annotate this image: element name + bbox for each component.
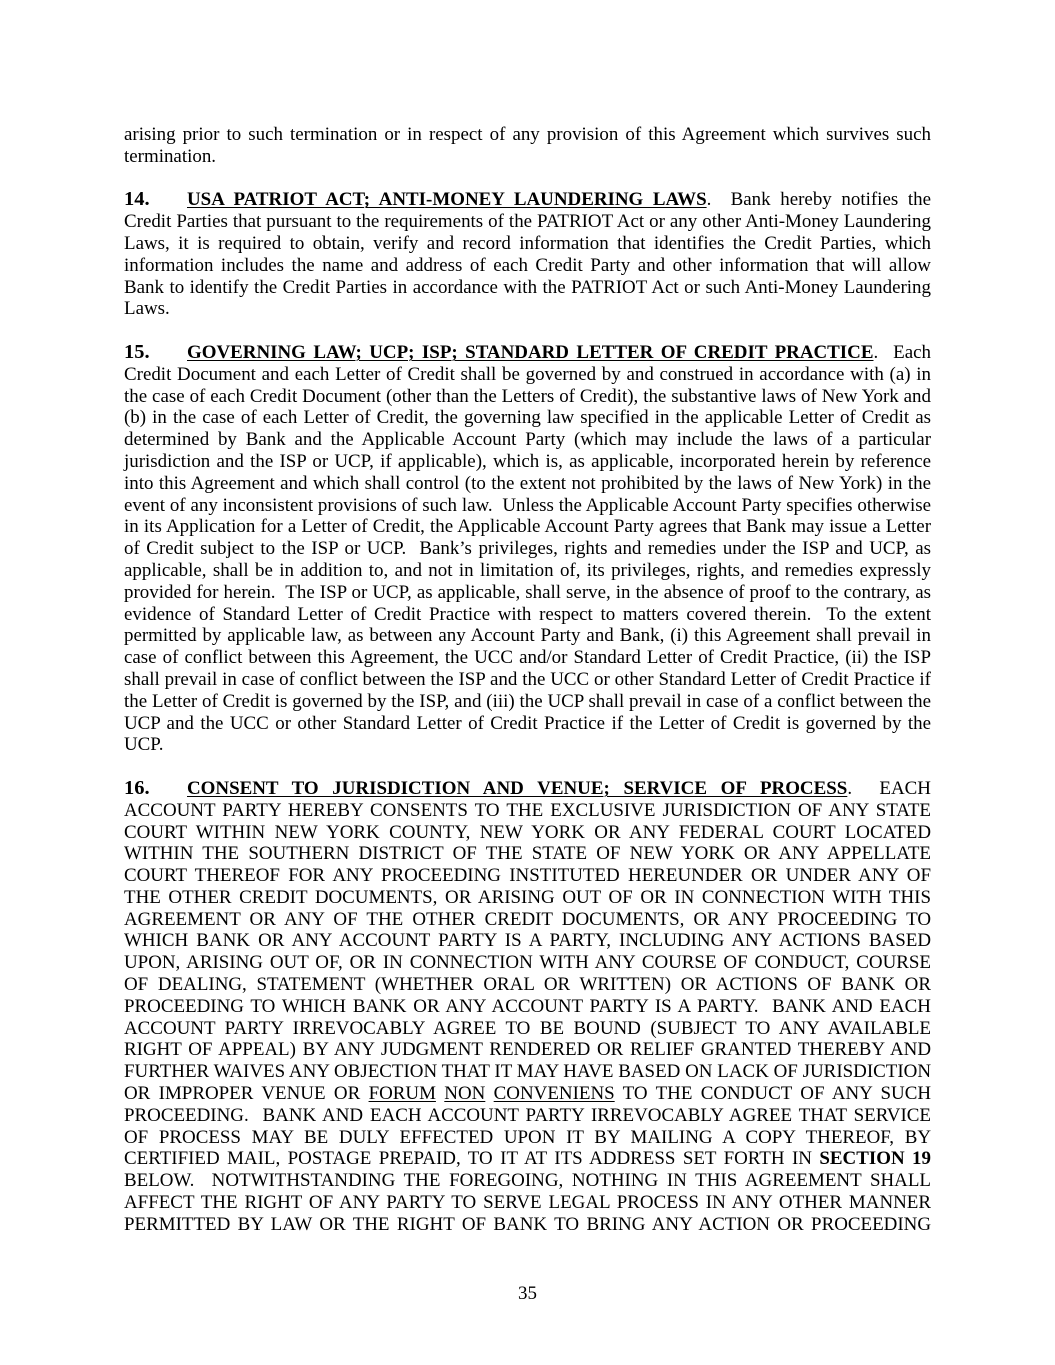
section-text: . Bank hereby notifies the Credit Parties that pursuant to the requirements of the PATRIOT Act or any other Anti-Money Laundering Laws, it is required to obtain, verify and record information that identifies the Credit Parties, which information includes the name and address of each Credit Party and other information that will allow Bank to identify the Credit Parties in accordance with the PATRIOT Act or such Anti-Money Laundering Laws. [124, 189, 936, 320]
section-16-paragraph [124, 776, 936, 1236]
section-text: TO THE CONDUCT OF ANY SUCH PROCEEDING. BANK AND EACH ACCOUNT PARTY IRREVOCABLY AGREE THAT SERVICE OF PROCESS MAY BE DULY EFFECTED UPON IT BY MAILING A COPY THEREOF, BY CERTIFIED MAIL, POSTAGE PREPAID, TO IT AT ITS ADDRESS SET FORTH IN [124, 1083, 936, 1170]
section-heading: GOVERNING LAW; UCP; ISP; STANDARD LETTER OF CREDIT PRACTICE [187, 341, 874, 363]
section-reference: SECTION 19 [819, 1148, 931, 1170]
section-heading: USA PATRIOT ACT; ANTI-MONEY LAUNDERING LAWS [187, 189, 707, 211]
page-number: 35 [518, 1283, 537, 1304]
section-text: BELOW. NOTWITHSTANDING THE FOREGOING, NOTHING IN THIS AGREEMENT SHALL AFFECT THE RIGHT OF ANY PARTY TO SERVE LEGAL PROCESS IN ANY OTHER MANNER PERMITTED BY LAW OR THE RIGHT OF BANK TO BRING ANY ACTION OR PROCEEDING [124, 1148, 936, 1235]
underlined-term-non: NON [444, 1083, 486, 1105]
section-number: 16. [124, 776, 150, 799]
section-text: . EACH ACCOUNT PARTY HEREBY CONSENTS TO THE EXCLUSIVE JURISDICTION OF ANY STATE COURT WITHIN NEW YORK COUNTY, NEW YORK OR ANY FEDERAL COURT LOCATED WITHIN THE SOUTHERN DISTRICT OF THE STATE OF NEW YORK OR ANY APPELLATE COURT THEREOF FOR ANY PROCEEDING INSTITUTED HEREUNDER OR UNDER ANY OF THE OTHER CREDIT DOCUMENTS, OR ARISING OUT OF OR IN CONNECTION WITH THIS AGREEMENT OR ANY OF THE OTHER CREDIT DOCUMENTS, OR ANY PROCEEDING TO WHICH BANK OR ANY ACCOUNT PARTY IS A PARTY, INCLUDING ANY ACTIONS BASED UPON, ARISING OUT OF, OR IN CONNECTION WITH ANY COURSE OF CONDUCT, COURSE OF DEALING, STATEMENT (WHETHER ORAL OR WRITTEN) OR ACTIONS OF BANK OR PROCEEDING TO WHICH BANK OR ANY ACCOUNT PARTY IS A PARTY. BANK AND EACH ACCOUNT PARTY IRREVOCABLY AGREE TO BE BOUND (SUBJECT TO ANY AVAILABLE RIGHT OF APPEAL) BY ANY JUDGMENT RENDERED OR RELIEF GRANTED THEREBY AND FURTHER WAIVES ANY OBJECTION THAT IT MAY HAVE BASED ON LACK OF JURISDICTION OR IMPROPER VENUE OR [124, 777, 936, 1105]
section-15-paragraph [124, 340, 936, 756]
underlined-term-forum: FORUM [368, 1083, 436, 1105]
section-text: . Each Credit Document and each Letter of Credit shall be governed by and construed in accordance with (a) in the case of each Credit Document (other than the Letters of Credit), the substantive laws of New York and (b) in the case of each Letter of Credit, the governing law specified in the applicable Letter of Credit as determined by Bank and the Applicable Account Party (which may include the laws of a particular jurisdiction and the ISP or UCP, if applicable), which is, as applicable, incorporated herein by reference into this Agreement and which shall control (to the extent not prohibited by the laws of New York) in the event of any inconsistent provisions of such law. Unless the Applicable Account Party specifies otherwise in its Application for a Letter of Credit, the Applicable Account Party agrees that Bank may issue a Letter of Credit subject to the ISP or UCP. Bank’s privileges, rights and remedies under the ISP and UCP, as applicable, shall be in addition to, and not in limitation of, its privileges, rights, and remedies expressly provided for herein. The ISP or UCP, as applicable, shall serve, in the absence of proof to the contrary, as evidence of Standard Letter of Credit Practice with respect to matters covered therein. To the extent permitted by applicable law, as between any Account Party and Bank, (i) this Agreement shall prevail in case of conflict between this Agreement, the UCC and/or Standard Letter of Credit Practice, (ii) the ISP shall prevail in case of conflict between the ISP and the UCC or other Standard Letter of Credit Practice if the Letter of Credit is governed by the ISP, and (iii) the UCP shall prevail in case of a conflict between the UCP and the UCC or other Standard Letter of Credit Practice if the Letter of Credit is governed by the UCP. [124, 341, 936, 756]
continuation-paragraph: arising prior to such termination or in respect of any provision of this Agreement which survives such termination. [124, 124, 936, 167]
section-number: 15. [124, 340, 150, 363]
section-heading: CONSENT TO JURISDICTION AND VENUE; SERVICE OF PROCESS [187, 777, 848, 799]
document-body [124, 124, 936, 1257]
underlined-term-conveniens: CONVENIENS [493, 1083, 615, 1105]
section-14-paragraph [124, 188, 936, 320]
section-number: 14. [124, 188, 150, 211]
